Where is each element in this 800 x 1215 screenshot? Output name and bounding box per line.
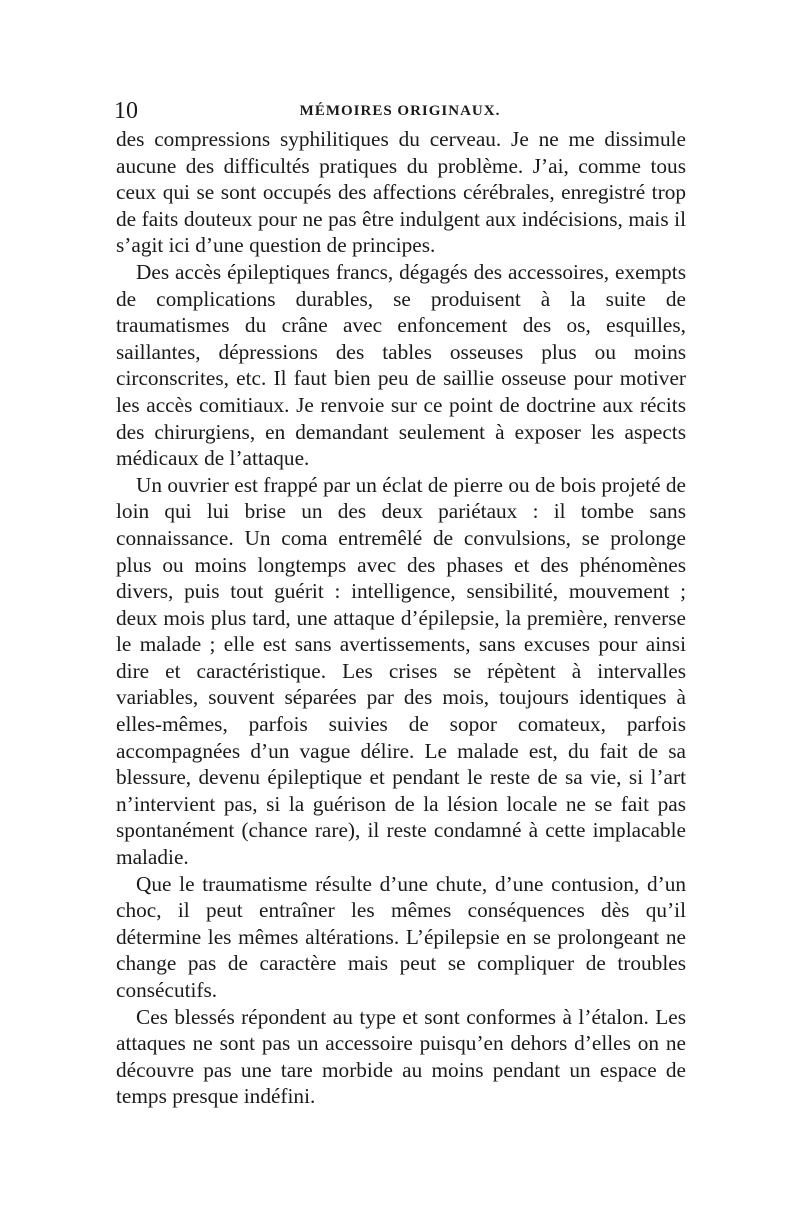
- body-text: [116, 126, 686, 1110]
- running-header: [114, 98, 686, 124]
- paragraph-epileptic-attacks: Des accès épileptiques francs, dégagés des accessoires, exempts de complications durables, se produisent à la suite de traumatismes du crâne avec enfoncement des os, esquilles, saillantes, dépressions des tables osseuses plus ou moins circonscrites, etc. Il faut bien peu de saillie osseuse pour motiver les accès comitiaux. Je renvoie sur ce point de doctrine aux récits des chirurgiens, en demandant seulement à exposer les aspects médicaux de l’attaque.: [116, 259, 686, 471]
- paragraph-wounded-type: Ces blessés répondent au type et sont conformes à l’étalon. Les attaques ne sont pas un accessoire puisqu’en dehors d’elles on ne découvre pas une tare morbide au moins pendant un espace de temps presque indéfini.: [116, 1004, 686, 1109]
- page-number: 10: [114, 98, 138, 124]
- running-title: MÉMOIRES ORIGINAUX.: [299, 103, 501, 119]
- paragraph-trauma-cause: Que le traumatisme résulte d’une chute, d’une contusion, d’un choc, il peut entraîner les mêmes conséquences dès qu’il détermine les mêmes altérations. L’épilepsie en se prolongeant ne change pas de caractère mais peut se compliquer de troubles consécutifs.: [116, 871, 686, 1002]
- paragraph-continuation: des compressions syphilitiques du cerveau. Je ne me dissimule aucune des difficultés pratiques du problème. J’ai, comme tous ceux qui se sont occupés des affections cérébrales, enregistré trop de faits douteux pour ne pas être indulgent aux indécisions, mais il s’agit ici d’une question de principes.: [116, 127, 686, 258]
- paragraph-worker-case: Un ouvrier est frappé par un éclat de pierre ou de bois projeté de loin qui lui brise un des deux pariétaux : il tombe sans connaissance. Un coma entremêlé de convulsions, se prolonge plus ou moins longtemps avec des phases et des phénomènes divers, puis tout guérit : intelligence, sensibilité, mouvement ; deux mois plus tard, une attaque d’épilepsie, la première, renverse le malade ; elle est sans avertissements, sans excuses pour ainsi dire et caractéristique. Les crises se répètent à intervalles variables, souvent séparées par des mois, toujours identiques à elles-mêmes, parfois suivies de sopor comateux, parfois accompagnées d’un vague délire. Le malade est, du fait de sa blessure, devenu épileptique et pendant le reste de sa vie, si l’art n’intervient pas, si la guérison de la lésion locale ne se fait pas spontanément (chance rare), il reste condamné à cette implacable maladie.: [116, 472, 686, 870]
